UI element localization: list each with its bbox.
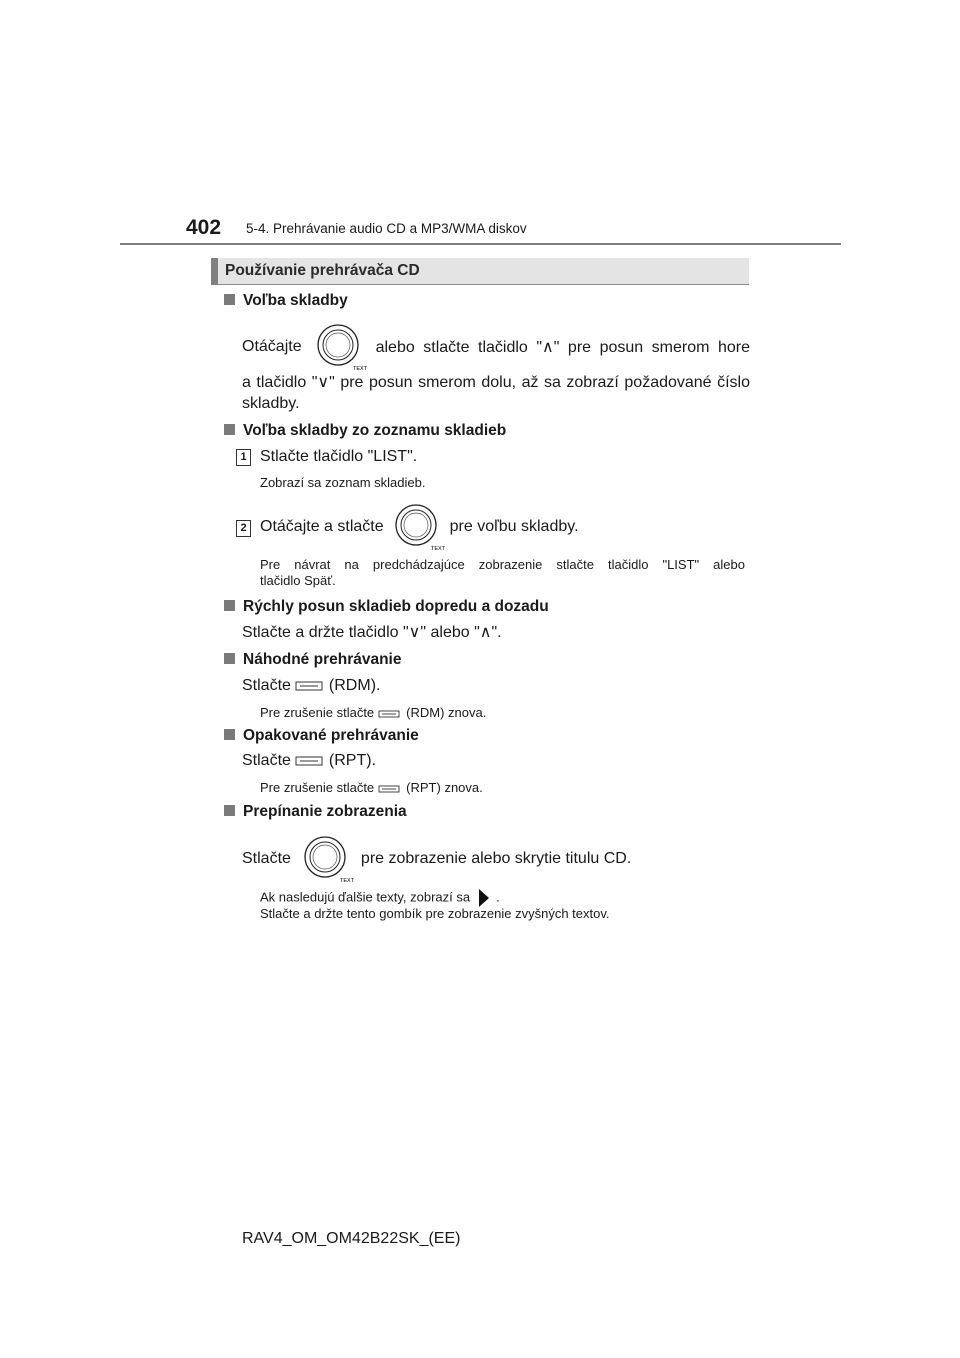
square-bullet-icon (224, 653, 235, 664)
section-title-box (211, 258, 749, 285)
heading-random: Náhodné prehrávanie (224, 651, 402, 669)
track-select-line-2: a tlačidlo "∨" pre posun smerom dolu, až sa zobrazí požadované číslo (242, 374, 750, 391)
step-number-2: 2 (236, 520, 251, 537)
page-number: 402 (186, 216, 222, 239)
heading-repeat: Opakované prehrávanie (224, 727, 419, 745)
square-bullet-icon (224, 805, 235, 816)
chapter-title: 5-4. Prehrávanie audio CD a MP3/WMA diskov (246, 221, 527, 236)
tune-knob-icon (392, 503, 445, 552)
tune-knob-icon (314, 323, 367, 372)
tune-knob-icon (301, 835, 354, 884)
square-bullet-icon (224, 600, 235, 611)
random-note: Pre zrušenie stlačte (RDM) znova. (260, 705, 487, 720)
heading-fast-forward: Rýchly posun skladieb dopredu a dozadu (224, 598, 549, 616)
repeat-note: Pre zrušenie stlačte (RPT) znova. (260, 780, 483, 795)
section-title: Používanie prehrávača CD (225, 262, 420, 279)
repeat-text: Stlačte (RPT). (242, 752, 377, 769)
step-1-note: Zobrazí sa zoznam skladieb. (260, 475, 426, 490)
knob-label: TEXT (430, 546, 445, 552)
step-2-line: Otáčajte a stlačte TEXT pre voľbu skladby. (260, 502, 579, 552)
step-2-note-line-1: Pre návrat na predchádzajúce zobrazenie stlačte tlačidlo "LIST" alebo (260, 557, 745, 572)
more-text-arrow-icon (476, 888, 490, 908)
square-bullet-icon (224, 294, 235, 305)
random-text: Stlačte (RDM). (242, 677, 381, 694)
track-select-line-1: Otáčajte TEXT alebo stlačte tlačidlo "∧" pre posun smerom hore (242, 322, 750, 372)
track-select-line-3: skladby. (242, 395, 300, 412)
rpt-button-icon (378, 785, 400, 793)
rdm-button-icon (295, 681, 323, 691)
display-switch-note-line-1: Ak nasledujú ďalšie texty, zobrazí sa . (260, 888, 500, 908)
display-switch-line: Stlačte TEXT pre zobrazenie alebo skrytie titulu CD. (242, 834, 631, 884)
heading-track-select: Voľba skladby (224, 292, 348, 310)
knob-label: TEXT (339, 878, 354, 884)
display-switch-note-line-2: Stlačte a držte tento gombík pre zobrazenie zvyšných textov. (260, 906, 610, 921)
document-code: RAV4_OM_OM42B22SK_(EE) (242, 1230, 461, 1247)
heading-display-switch: Prepínanie zobrazenia (224, 803, 407, 821)
rdm-button-icon (378, 710, 400, 718)
rpt-button-icon (295, 756, 323, 766)
heading-track-list: Voľba skladby zo zoznamu skladieb (224, 422, 506, 440)
step-1-text: Stlačte tlačidlo "LIST". (260, 448, 418, 465)
section-title-bar (211, 258, 218, 285)
knob-label: TEXT (352, 366, 367, 372)
fast-forward-text: Stlačte a držte tlačidlo "∨" alebo "∧". (242, 624, 502, 641)
step-2-note-line-2: tlačidlo Späť. (260, 573, 336, 588)
step-number-1: 1 (236, 449, 251, 466)
square-bullet-icon (224, 424, 235, 435)
square-bullet-icon (224, 729, 235, 740)
header-divider (120, 243, 841, 245)
